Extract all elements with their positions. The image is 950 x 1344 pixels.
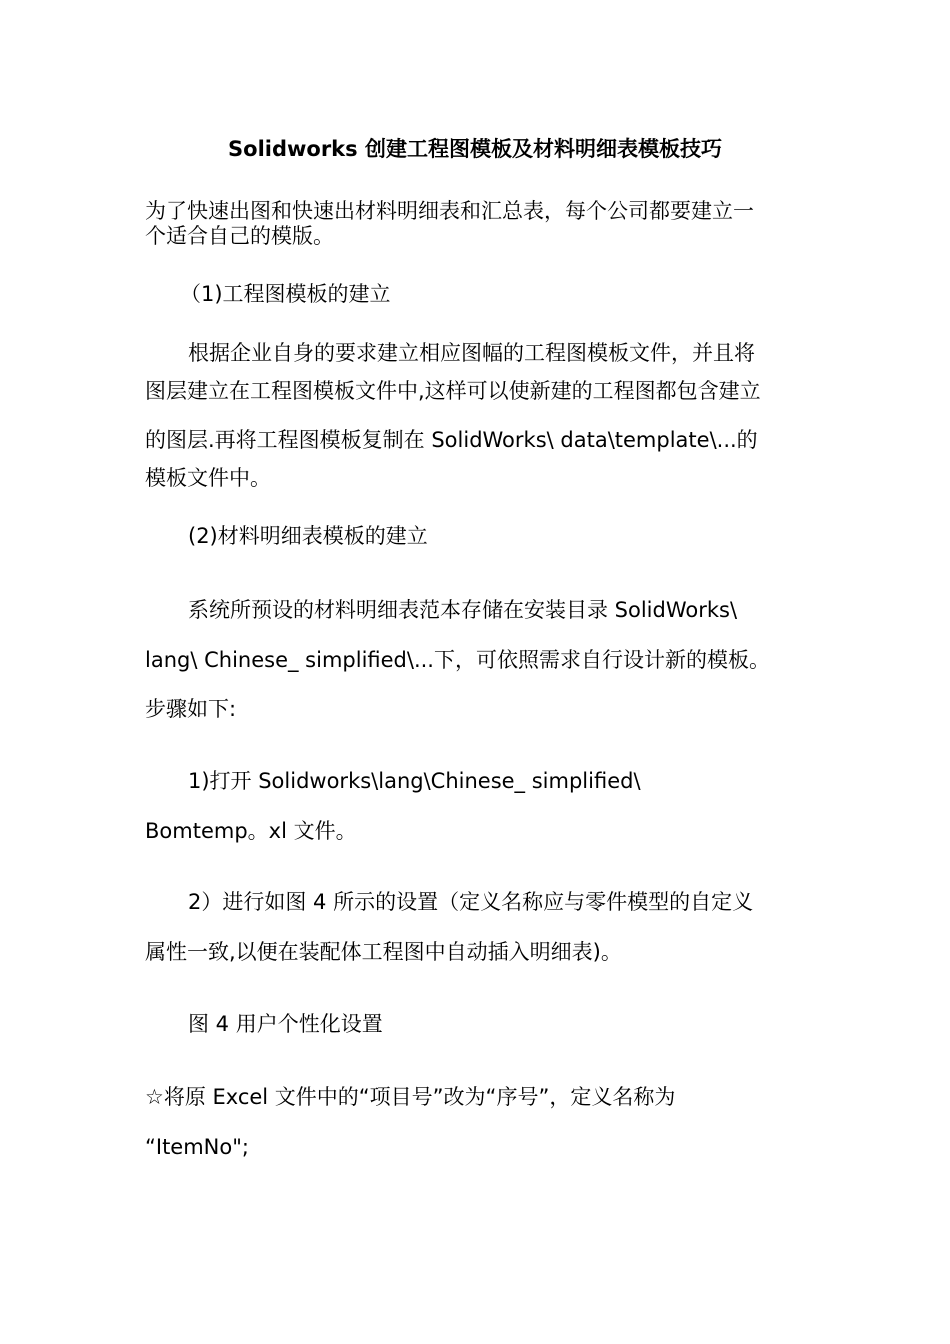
section2-line-2: lang\ Chinese_ simplified\...下，可依照需求自行设计新的模板。 xyxy=(145,648,770,672)
bullet-line-1: ☆将原 Excel 文件中的“项目号”改为“序号”，定义名称为 xyxy=(145,1085,676,1109)
intro-line-1: 为了快速出图和快速出材料明细表和汇总表，每个公司都要建立一 xyxy=(145,199,754,223)
bullet-line-2: “ItemNo"; xyxy=(145,1135,249,1159)
section1-line-4: 模板文件中。 xyxy=(145,466,271,490)
section2-line-3: 步骤如下: xyxy=(145,697,237,721)
section1-line-2: 图层建立在工程图模板文件中,这样可以使新建的工程图都包含建立 xyxy=(145,379,761,403)
step2-line-2: 属性一致,以便在装配体工程图中自动插入明细表)。 xyxy=(145,940,622,964)
intro-line-2: 个适合自己的模版。 xyxy=(145,224,334,248)
section2-line-1: 系统所预设的材料明细表范本存储在安装目录 SolidWorks\ xyxy=(188,598,738,622)
section2-heading: (2)材料明细表模板的建立 xyxy=(188,524,428,548)
section1-line-1: 根据企业自身的要求建立相应图幅的工程图模板文件，并且将 xyxy=(188,341,755,365)
section1-line-3: 的图层.再将工程图模板复制在 SolidWorks\ data\template\...的 xyxy=(145,428,758,452)
document-title: Solidworks 创建工程图模板及材料明细表模板技巧 xyxy=(228,137,722,161)
step1-line-2: Bomtemp。xl 文件。 xyxy=(145,819,357,843)
step1-line-1: 1)打开 Solidworks\lang\Chinese_ simplified\ xyxy=(188,769,641,793)
step2-line-1: 2）进行如图 4 所示的设置（定义名称应与零件模型的自定义 xyxy=(188,890,754,914)
section1-heading: （1)工程图模板的建立 xyxy=(180,282,391,306)
figure-caption: 图 4 用户个性化设置 xyxy=(188,1012,383,1036)
